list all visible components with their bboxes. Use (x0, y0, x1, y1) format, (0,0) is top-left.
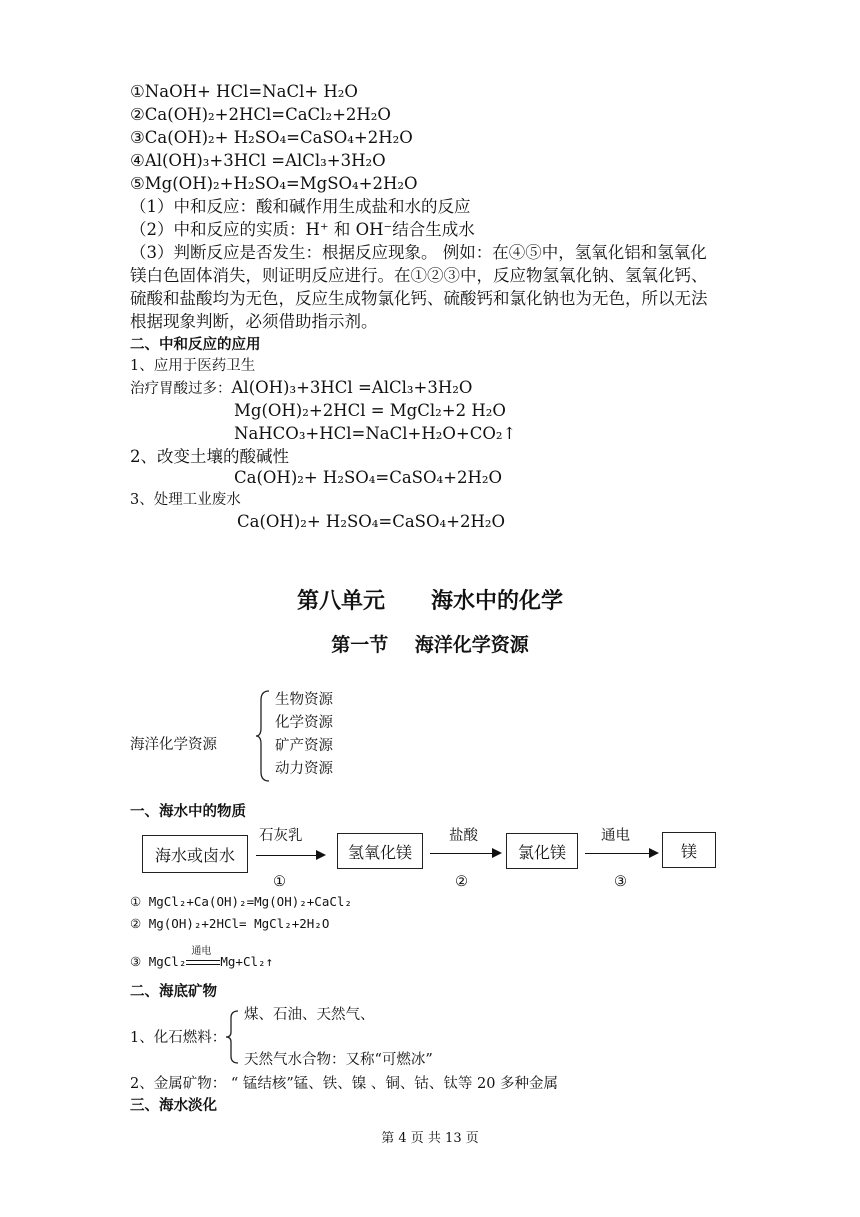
flow-arrow-2 (430, 853, 500, 854)
fossil-fuel-brace (224, 1008, 240, 1066)
page-footer: 第 4 页 共 13 页 (381, 1131, 479, 1146)
flow-arrow-3 (585, 853, 657, 854)
flow-step-2: ② (455, 874, 468, 890)
metal-minerals-line: 2、金属矿物： “ 锰结核”锰、铁、镍 、铜、钴、钛等 20 多种金属 (130, 1076, 559, 1092)
application-1-equation-3: NaHCO₃+HCl=NaCl+H₂O+CO₂↑ (234, 424, 517, 443)
section-heading-seabed-minerals: 二、海底矿物 (130, 983, 217, 1000)
section-heading-seawater-substances: 一、海水中的物质 (130, 803, 246, 820)
section-heading-applications: 二、中和反应的应用 (130, 336, 261, 353)
point-3-line-1: （3）判断反应是否发生：根据反应现象。 例如：在④⑤中，氢氧化铝和氢氧化 (130, 243, 707, 262)
flow-arrow-2-label: 盐酸 (449, 828, 478, 844)
flow-box-seawater: 海水或卤水 (142, 835, 248, 873)
resource-item-chemical: 化学资源 (275, 715, 333, 731)
mg-equation-1: ① MgCl₂+Ca(OH)₂=Mg(OH)₂+CaCl₂ (130, 894, 352, 909)
application-1-equation-2: Mg(OH)₂+2HCl = MgCl₂+2 H₂O (234, 401, 506, 420)
point-1: （1）中和反应：酸和碱作用生成盐和水的反应 (130, 197, 471, 216)
fossil-fuel-label: 1、化石燃料： (130, 1030, 227, 1046)
flow-box-magnesium-chloride: 氯化镁 (506, 833, 578, 869)
application-1-title: 1、应用于医药卫生 (130, 358, 256, 374)
unit-title: 第八单元 海水中的化学 (297, 588, 563, 614)
application-2-equation: Ca(OH)₂+ H₂SO₄=CaSO₄+2H₂O (234, 468, 502, 487)
flow-arrow-3-label: 通电 (601, 828, 630, 844)
resource-item-bio: 生物资源 (275, 692, 333, 708)
application-1-row (130, 378, 472, 399)
flow-arrow-1-label: 石灰乳 (259, 828, 303, 844)
flow-step-3: ③ (614, 874, 627, 890)
flow-box-magnesium: 镁 (662, 832, 716, 868)
flow-step-1: ① (273, 874, 286, 890)
equation-2: ②Ca(OH)₂+2HCl=CaCl₂+2H₂O (130, 105, 391, 124)
equation-5: ⑤Mg(OH)₂+H₂SO₄=MgSO₄+2H₂O (130, 174, 418, 193)
application-3-title: 3、处理工业废水 (130, 492, 241, 508)
electrolysis-condition-label: 通电 (191, 945, 212, 957)
application-2-title: 2、改变土壤的酸碱性 (130, 447, 289, 466)
resources-brace (254, 688, 272, 784)
mg-equation-3-suffix: Mg+Cl₂↑ (220, 954, 274, 969)
electrolysis-condition (186, 945, 220, 970)
lesson-title: 第一节 海洋化学资源 (331, 634, 529, 656)
point-3-line-3: 硫酸和盐酸均为无色，反应生成物氯化钙、硫酸钙和氯化钠也为无色，所以无法 (130, 289, 708, 308)
point-3-line-4: 根据现象判断，必须借助指示剂。 (130, 312, 378, 331)
flow-box-magnesium-hydroxide: 氢氧化镁 (337, 833, 423, 869)
section-heading-desalination: 三、海水淡化 (130, 1097, 217, 1114)
application-1-lead: 治疗胃酸过多： (130, 381, 232, 397)
fossil-fuel-item-2: 天然气水合物：又称“可燃冰” (244, 1052, 433, 1068)
mg-equation-2: ② Mg(OH)₂+2HCl= MgCl₂+2H₂O (130, 916, 330, 931)
mg-equation-3 (130, 945, 274, 972)
equation-4: ④Al(OH)₃+3HCl =AlCl₃+3H₂O (130, 151, 386, 170)
application-1-equation-1: Al(OH)₃+3HCl =AlCl₃+3H₂O (231, 378, 473, 397)
equation-3: ③Ca(OH)₂+ H₂SO₄=CaSO₄+2H₂O (130, 128, 413, 147)
fossil-fuel-item-1: 煤、石油、天然气、 (244, 1007, 375, 1023)
mg-equation-3-prefix: ③ MgCl₂ (130, 954, 187, 969)
equation-1: ①NaOH+ HCl=NaCl+ H₂O (130, 82, 358, 101)
flow-arrow-1 (256, 855, 324, 856)
resource-item-mineral: 矿产资源 (275, 738, 333, 754)
point-2: （2）中和反应的实质：H⁺ 和 OH⁻结合生成水 (130, 220, 475, 239)
resources-label: 海洋化学资源 (130, 737, 217, 753)
point-3-line-2: 镁白色固体消失，则证明反应进行。在①②③中，反应物氢氧化钠、氢氧化钙、 (130, 266, 708, 285)
application-3-equation: Ca(OH)₂+ H₂SO₄=CaSO₄+2H₂O (237, 512, 505, 531)
resource-item-power: 动力资源 (275, 761, 333, 777)
